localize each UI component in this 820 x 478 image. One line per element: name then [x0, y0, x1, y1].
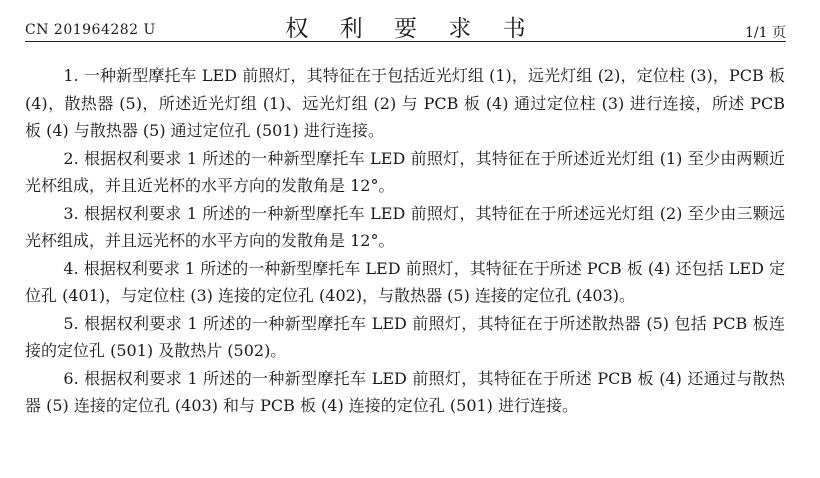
- claim-2: 2. 根据权利要求 1 所述的一种新型摩托车 LED 前照灯，其特征在于所述近光灯组 (1) 至少由两颗近光杯组成，并且近光杯的水平方向的发散角是 12°。: [25, 148, 785, 195]
- page-header: [25, 8, 786, 42]
- claim-5: 5. 根据权利要求 1 所述的一种新型摩托车 LED 前照灯，其特征在于所述散热器 (5) 包括 PCB 板连接的定位孔 (501) 及散热片 (502)。: [25, 313, 785, 360]
- claim-3: 3. 根据权利要求 1 所述的一种新型摩托车 LED 前照灯，其特征在于所述远光灯组 (2) 至少由三颗远光杯组成，并且远光杯的水平方向的发散角是 12°。: [25, 203, 785, 250]
- header-rule: [25, 41, 786, 42]
- claim-4: 4. 根据权利要求 1 所述的一种新型摩托车 LED 前照灯，其特征在于所述 PCB 板 (4) 还包括 LED 定位孔 (401)，与定位柱 (3) 连接的定位孔 (402)，与散热器 (5) 连接的定位孔 (403)。: [25, 258, 785, 305]
- document-title: 权 利 要 求 书: [285, 16, 538, 42]
- claim-1: 1. 一种新型摩托车 LED 前照灯，其特征在于包括近光灯组 (1)，远光灯组 (2)，定位柱 (3)，PCB 板 (4)，散热器 (5)，所述近光灯组 (1)、远光灯组 (2) 与 PCB 板 (4) 通过定位柱 (3) 进行连接，所述 PCB 板 (4) 与散热器 (5) 通过定位孔 (501) 进行连接。: [25, 66, 785, 140]
- claim-6: 6. 根据权利要求 1 所述的一种新型摩托车 LED 前照灯，其特征在于所述 PCB 板 (4) 还通过与散热器 (5) 连接的定位孔 (403) 和与 PCB 板 (4) 连接的定位孔 (501) 进行连接。: [25, 368, 785, 415]
- publication-number: CN 201964282 U: [25, 22, 156, 38]
- page-number: 1/1 页: [745, 25, 786, 41]
- claims-body: [25, 62, 785, 420]
